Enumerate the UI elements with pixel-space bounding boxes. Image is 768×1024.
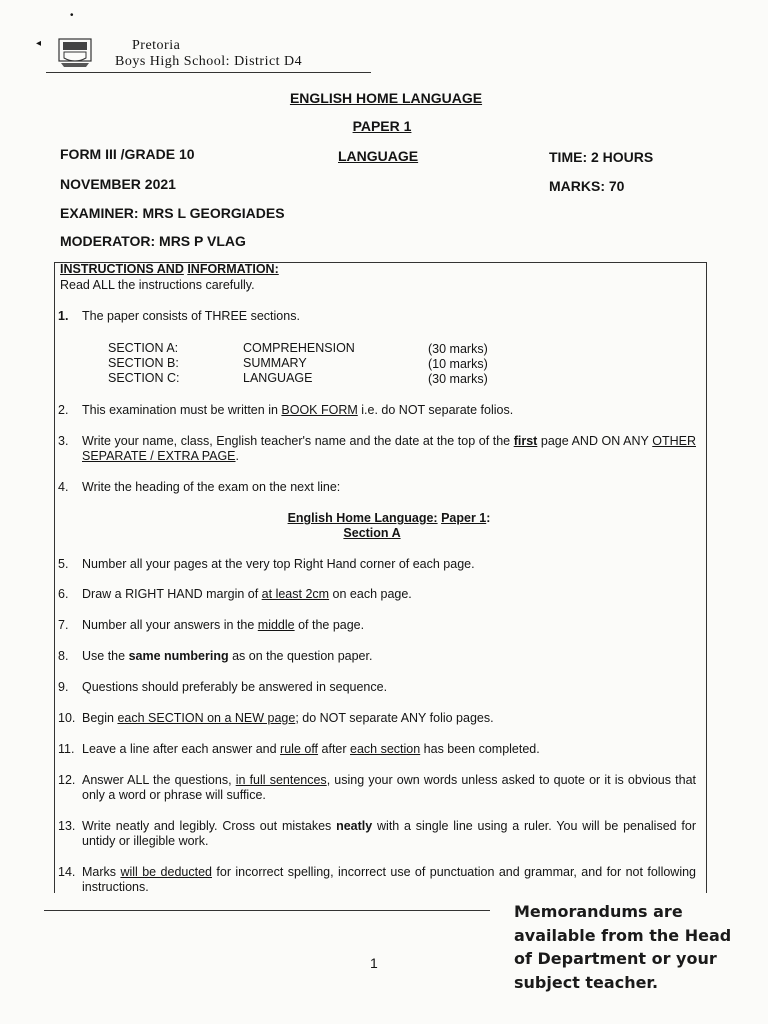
section-a-topic: COMPREHENSION [243, 341, 355, 355]
school-name-line2: Boys High School: District D4 [115, 54, 303, 69]
examiner: EXAMINER: MRS L GEORGIADES [60, 205, 285, 221]
section-c-name: SECTION C: [108, 371, 180, 385]
paper-type: LANGUAGE [338, 148, 419, 164]
memorandum-note: Memorandums are available from the Head of Department or your subject teacher. [514, 902, 732, 992]
moderator: MODERATOR: MRS P VLAG [60, 233, 246, 249]
scan-dot: ◂ [36, 38, 42, 49]
school-crest-icon [58, 38, 92, 68]
school-name-line1: Pretoria [132, 38, 181, 53]
subject-title: ENGLISH HOME LANGUAGE [289, 90, 483, 106]
instructions-heading: INSTRUCTIONS AND INFORMATION: [60, 262, 279, 276]
section-b-topic: SUMMARY [243, 356, 307, 370]
exam-heading-line2: Section A [343, 526, 401, 540]
exam-date: NOVEMBER 2021 [60, 176, 176, 192]
paper-title: PAPER 1 [352, 118, 412, 134]
instructions-box-rule [44, 910, 490, 911]
exam-marks: MARKS: 70 [549, 178, 625, 194]
page-number: 1 [370, 955, 378, 971]
exam-heading-line1: English Home Language: Paper 1: [287, 511, 491, 525]
form-grade: FORM III /GRADE 10 [60, 146, 195, 162]
section-b-name: SECTION B: [108, 356, 179, 370]
header-rule [46, 72, 371, 73]
section-c-marks: (30 marks) [428, 372, 488, 386]
section-c-topic: LANGUAGE [243, 371, 313, 385]
scan-dot: • [70, 10, 74, 21]
section-b-marks: (10 marks) [428, 357, 488, 371]
section-a-marks: (30 marks) [428, 342, 488, 356]
instructions-intro: Read ALL the instructions carefully. [60, 278, 255, 292]
section-a-name: SECTION A: [108, 341, 179, 355]
exam-time: TIME: 2 HOURS [549, 149, 654, 165]
